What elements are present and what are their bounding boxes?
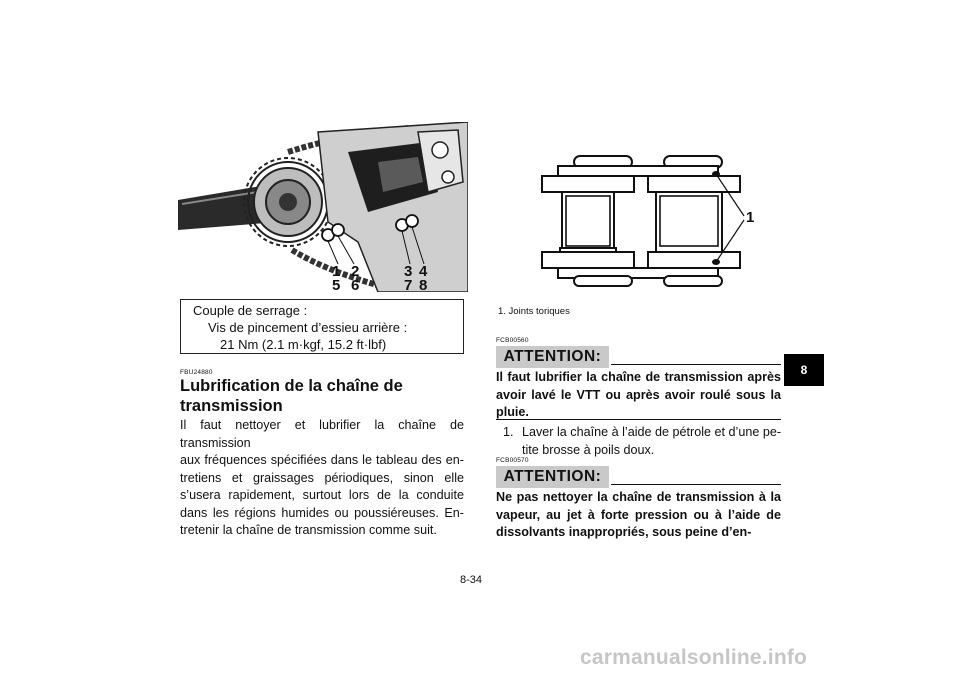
bottom-plate-2 [664, 276, 722, 286]
attention2-line-1: Ne pas nettoyer la chaîne de transmission à la [496, 490, 781, 504]
attention1-rule [611, 364, 781, 365]
lower-strip-2 [648, 252, 740, 268]
callout-5: 5 [332, 277, 341, 294]
callout-4: 4 [419, 263, 428, 280]
attention2-code: FCB00570 [496, 457, 529, 464]
upper-strip-1 [542, 176, 634, 192]
torque-box [180, 299, 464, 354]
step1-line-1: Laver la chaîne à l’aide de pétrole et d’une pe- [522, 425, 782, 439]
callout-1: 1 [332, 263, 341, 280]
lower-strip-1 [542, 252, 634, 268]
attention1-code: FCB00560 [496, 337, 529, 344]
roller-2 [660, 196, 718, 246]
chain-callout-1: 1 [746, 209, 755, 226]
step1-line-2: tite brosse à poils doux. [522, 442, 655, 457]
chain-diagram [540, 148, 780, 288]
step1-number: 1. [503, 425, 514, 439]
callout-7: 7 [404, 277, 413, 294]
paragraph-line-6: tretenir la chaîne de transmission comme suit. [180, 523, 437, 537]
chapter-tab: 8 [784, 354, 824, 386]
section-heading [180, 376, 403, 416]
attention1-text [496, 369, 781, 422]
watermark: carmanualsonline.info [580, 646, 808, 669]
attention1-line-1: Il faut lubrifier la chaîne de transmission après [496, 370, 781, 384]
torque-item: Vis de pincement d’essieu arrière : [208, 320, 408, 335]
chain-drawing [540, 148, 780, 288]
bottom-plate-1 [574, 276, 632, 286]
heading-line-2: transmission [180, 397, 283, 415]
paragraph-line-1: Il faut nettoyer et lubrifier la chaîne de transmission [180, 418, 464, 450]
step1-text [522, 424, 782, 459]
attention1-line-3: pluie. [496, 405, 529, 419]
attention2-line-3: dissolvants inappropriés, sous peine d’en- [496, 525, 752, 539]
attention2-text [496, 489, 781, 542]
top-bar [558, 166, 718, 176]
callout-3: 3 [404, 263, 413, 280]
page-number: 8-34 [460, 574, 483, 586]
section-paragraph [180, 417, 464, 540]
attention2-rule [611, 484, 781, 485]
paragraph-line-2: aux fréquences spécifiées dans le tableau des en- [180, 453, 464, 467]
paragraph-line-4: s’usera rapidement, surtout lors de la conduite [180, 488, 464, 502]
callout-2: 2 [351, 263, 360, 280]
attention1-line-2: avoir lavé le VTT ou après avoir roulé sous la [496, 387, 781, 402]
paragraph-line-3: tretiens et graissages périodiques, sinon elle [180, 470, 464, 485]
torque-title: Couple de serrage : [193, 303, 308, 318]
roller-1 [566, 196, 610, 246]
attention2-line-2: vapeur, au jet à forte pression ou à l’aide de [496, 507, 781, 522]
torque-value: 21 Nm (2.1 m·kgf, 15.2 ft·lbf) [220, 337, 387, 352]
heading-line-1: Lubrification de la chaîne de [180, 377, 403, 395]
attention1-label: ATTENTION: [496, 346, 609, 368]
paragraph-line-5: dans les régions humides ou poussiéreuses. En- [180, 505, 464, 520]
section-code: FBU24880 [180, 369, 213, 376]
callout-8: 8 [419, 277, 428, 294]
callout-6: 6 [351, 277, 360, 294]
figure-caption: 1. Joints toriques [498, 306, 570, 317]
attention1-bottom-rule [496, 419, 781, 420]
attention2-label: ATTENTION: [496, 466, 609, 488]
